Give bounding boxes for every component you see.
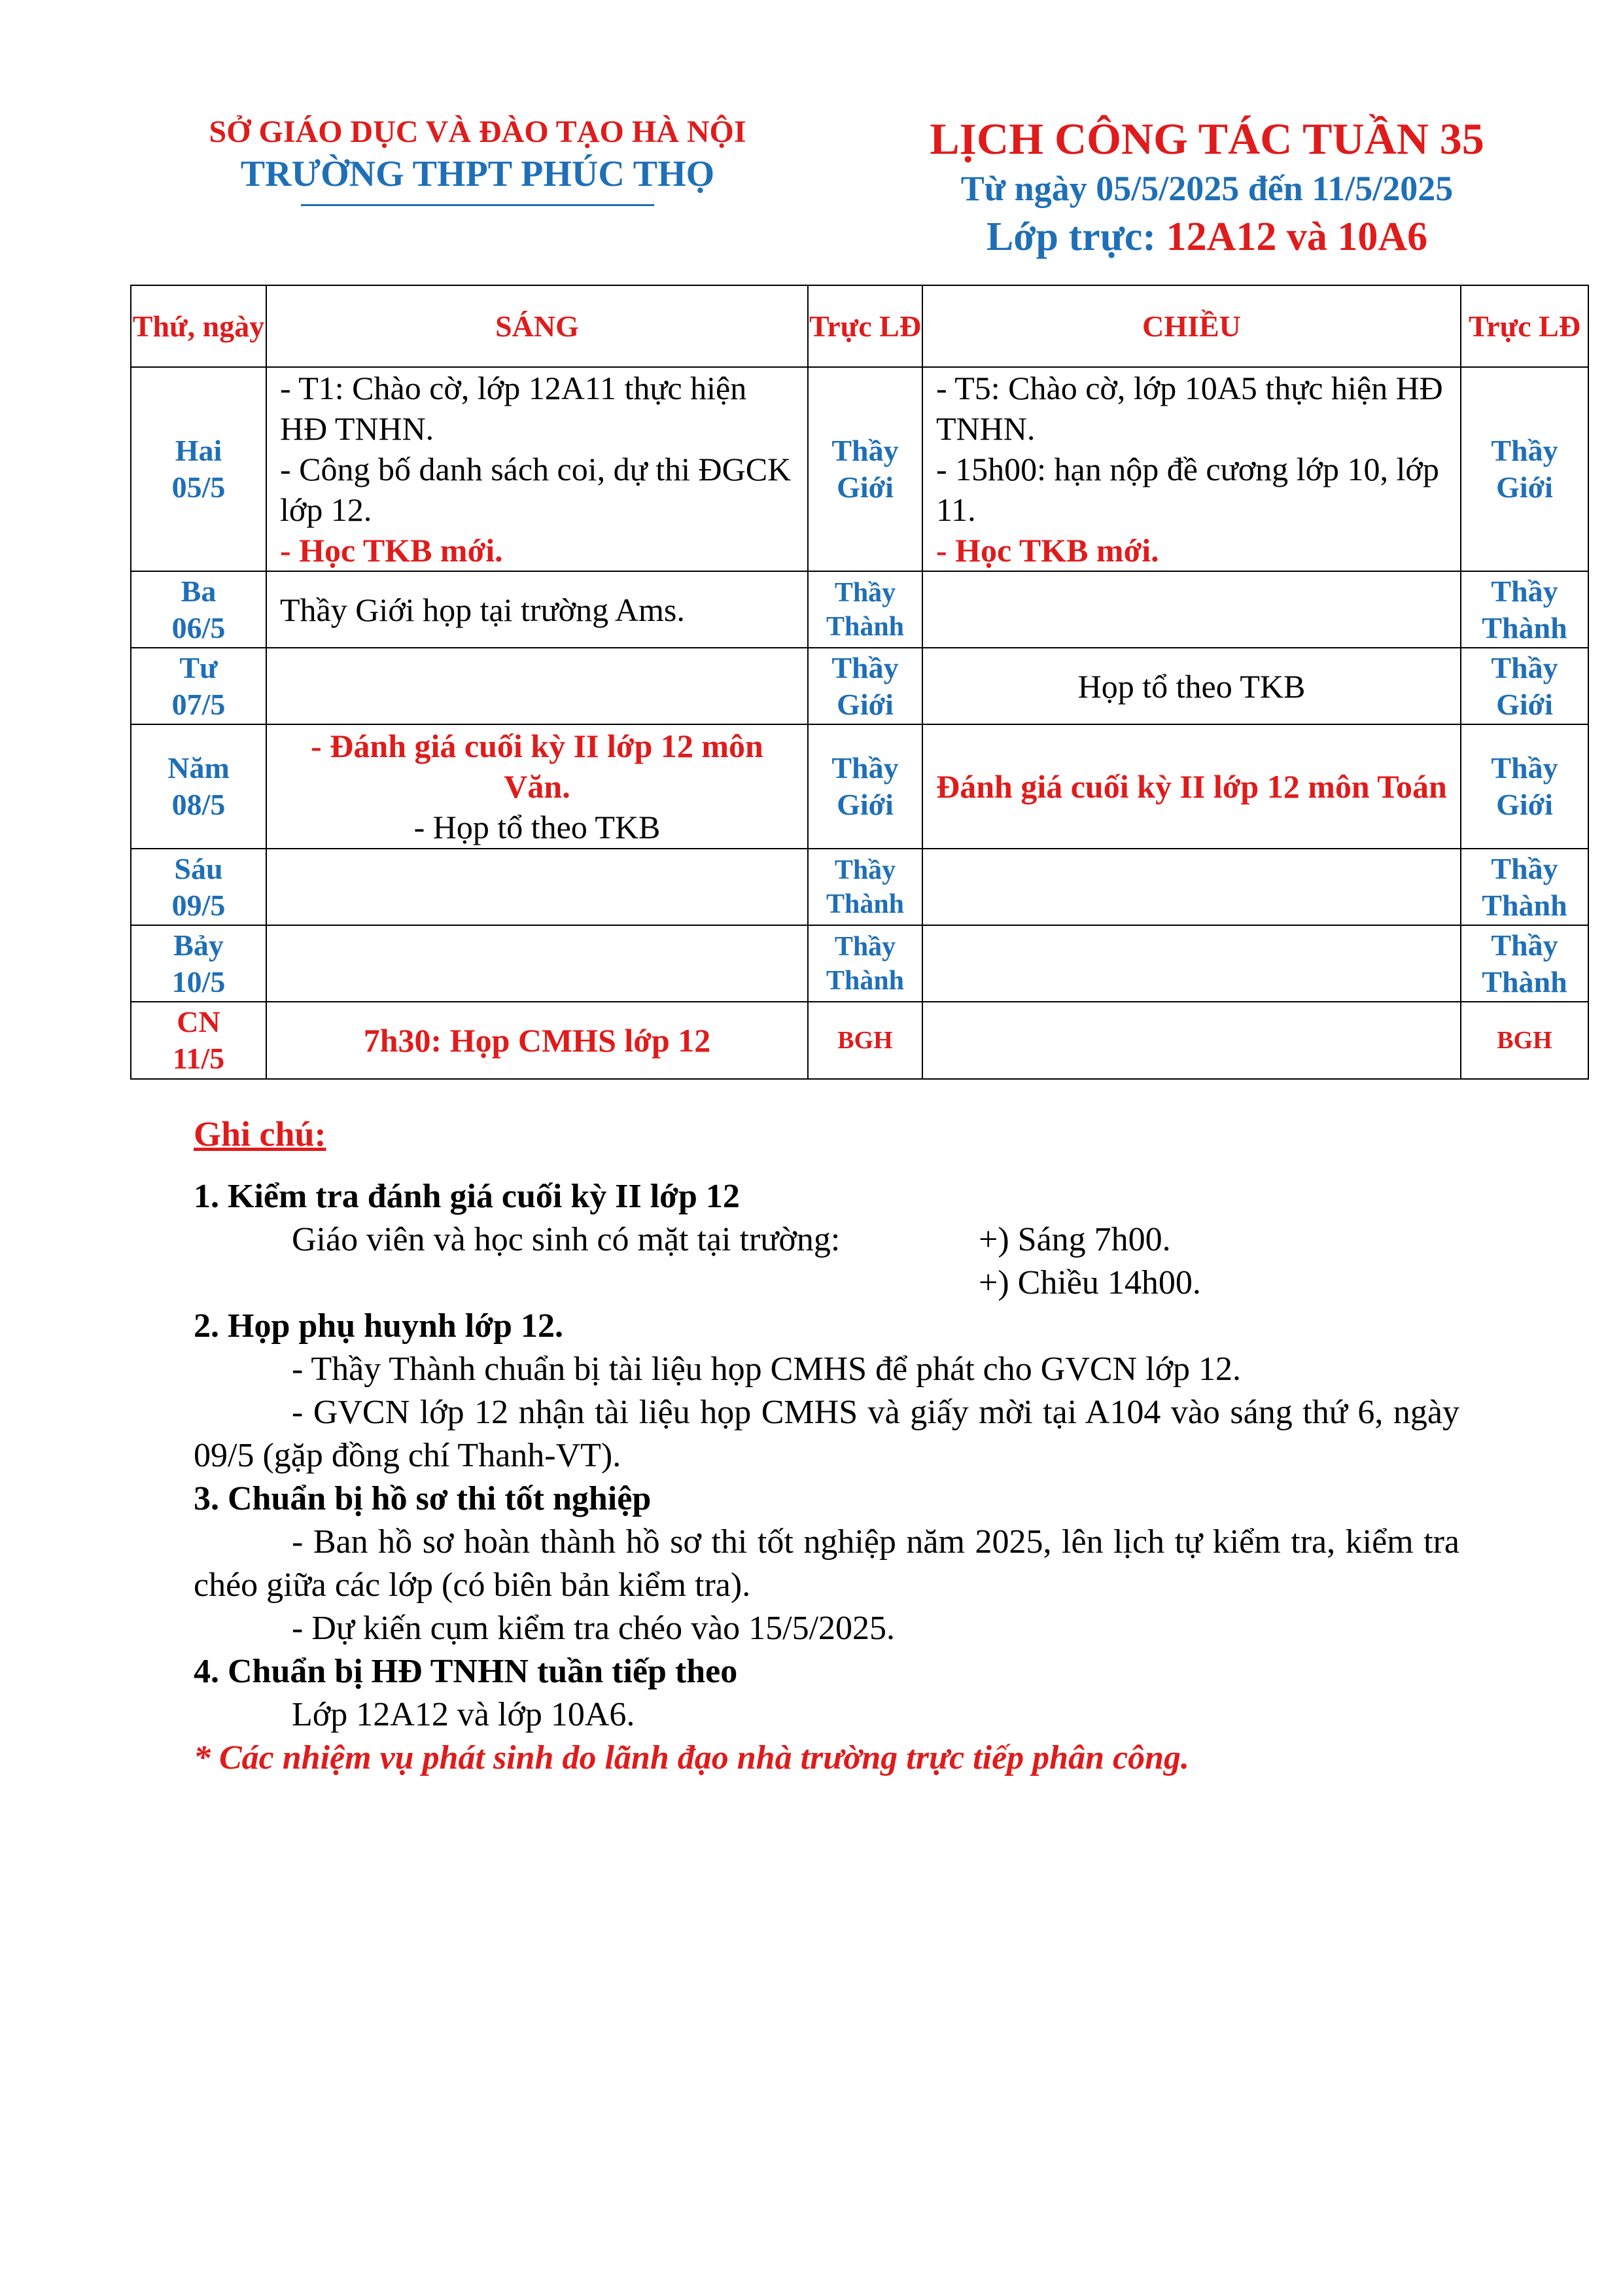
date-range: Từ ngày 05/5/2025 đến 11/5/2025: [960, 169, 1454, 208]
afternoon-cell: [922, 1002, 1461, 1079]
day-cell: CN 11/5: [131, 1002, 266, 1079]
header-right: [870, 111, 1544, 263]
notes-section-3-item: - Dự kiến cụm kiểm tra chéo vào 15/5/2025.: [292, 1610, 896, 1647]
afternoon-cell: [922, 571, 1461, 648]
afternoon-cell: - T5: Chào cờ, lớp 10A5 thực hiện HĐ TNHN. - 15h00: hạn nộp đề cương lớp 10, lớp 11. - Học TKB mới.: [922, 367, 1461, 571]
afternoon-cell: Đánh giá cuối kỳ II lớp 12 môn Toán: [922, 724, 1461, 849]
school-name: TRƯỜNG THPT PHÚC THỌ: [240, 154, 715, 194]
notes-section-1-title: 1. Kiểm tra đánh giá cuối kỳ II lớp 12: [194, 1178, 740, 1215]
day-cell: Hai 05/5: [131, 367, 266, 571]
duty-afternoon-cell: Thầy Giới: [1461, 367, 1588, 571]
morning-cell: [266, 648, 808, 724]
header-duty-morning: Trực LĐ: [808, 285, 922, 367]
table-row: [131, 571, 1588, 648]
duty-morning-cell: Thầy Thành: [808, 925, 922, 1002]
day-cell: Tư 07/5: [131, 648, 266, 724]
morning-cell: [266, 849, 808, 925]
day-cell: Năm 08/5: [131, 724, 266, 849]
duty-morning-cell: Thầy Giới: [808, 648, 922, 724]
header-underline: [301, 204, 654, 206]
duty-morning-cell: Thầy Thành: [808, 849, 922, 925]
morning-cell: 7h30: Họp CMHS lớp 12: [266, 1002, 808, 1079]
duty-morning-cell: Thầy Giới: [808, 367, 922, 571]
header-morning: SÁNG: [266, 285, 808, 367]
duty-afternoon-cell: Thầy Thành: [1461, 849, 1588, 925]
day-cell: Bảy 10/5: [131, 925, 266, 1002]
morning-cell: [266, 925, 808, 1002]
notes-section-2-item: - GVCN lớp 12 nhận tài liệu họp CMHS và giấy mời tại A104 vào sáng thứ 6, ngày 09/5 (gặp đồng chí Thanh-VT).: [194, 1394, 1459, 1474]
notes-section-3-title: 3. Chuẩn bị hồ sơ thi tốt nghiệp: [194, 1480, 652, 1517]
notes-title: Ghi chú:: [194, 1114, 326, 1154]
notes-section-4-item: Lớp 12A12 và lớp 10A6.: [292, 1696, 635, 1733]
notes-section-2-title: 2. Họp phụ huynh lớp 12.: [194, 1307, 563, 1345]
header-day: Thứ, ngày: [131, 285, 266, 367]
morning-cell: - T1: Chào cờ, lớp 12A11 thực hiện HĐ TNHN. - Công bố danh sách coi, dự thi ĐGCK lớp 12. - Học TKB mới.: [266, 367, 808, 571]
header-left: [131, 111, 824, 206]
duty-class-value: 12A12 và 10A6: [1166, 215, 1428, 259]
day-cell: Sáu 09/5: [131, 849, 266, 925]
notes-section-1-line: Giáo viên và học sinh có mặt tại trường: +) Sáng 7h00.: [292, 1221, 1171, 1258]
header-afternoon: CHIỀU: [922, 285, 1461, 367]
notes-section: [194, 1112, 1459, 1780]
table-row: [131, 367, 1588, 571]
afternoon-cell: [922, 925, 1461, 1002]
schedule-table: [130, 285, 1589, 1080]
table-row: [131, 925, 1588, 1002]
notes-final-remark: * Các nhiệm vụ phát sinh do lãnh đạo nhà trường trực tiếp phân công.: [194, 1739, 1189, 1776]
notes-section-2-item: - Thầy Thành chuẩn bị tài liệu họp CMHS để phát cho GVCN lớp 12.: [292, 1351, 1242, 1388]
duty-afternoon-cell: Thầy Thành: [1461, 925, 1588, 1002]
duty-class: [870, 211, 1544, 263]
afternoon-cell: Họp tổ theo TKB: [922, 648, 1461, 724]
table-row: [131, 724, 1588, 849]
page-title: LỊCH CÔNG TÁC TUẦN 35: [930, 114, 1484, 164]
duty-afternoon-cell: Thầy Giới: [1461, 724, 1588, 849]
afternoon-cell: [922, 849, 1461, 925]
duty-class-label: Lớp trực:: [986, 215, 1157, 259]
morning-cell: Thầy Giới họp tại trường Ams.: [266, 571, 808, 648]
duty-afternoon-cell: BGH: [1461, 1002, 1588, 1079]
notes-section-4-title: 4. Chuẩn bị HĐ TNHN tuần tiếp theo: [194, 1653, 738, 1690]
duty-afternoon-cell: Thầy Thành: [1461, 571, 1588, 648]
duty-morning-cell: Thầy Giới: [808, 724, 922, 849]
department-name: SỞ GIÁO DỤC VÀ ĐÀO TẠO HÀ NỘI: [209, 115, 746, 149]
table-row: [131, 1002, 1588, 1079]
duty-afternoon-cell: Thầy Giới: [1461, 648, 1588, 724]
table-header-row: [131, 285, 1588, 367]
morning-cell: - Đánh giá cuối kỳ II lớp 12 môn Văn. - Họp tổ theo TKB: [266, 724, 808, 849]
table-row: [131, 849, 1588, 925]
notes-section-3-item: - Ban hồ sơ hoàn thành hồ sơ thi tốt nghiệp năm 2025, lên lịch tự kiểm tra, kiểm tra chéo giữa các lớp (có biên bản kiểm tra).: [194, 1523, 1459, 1604]
duty-morning-cell: Thầy Thành: [808, 571, 922, 648]
notes-section-1-line-2: +) Chiều 14h00.: [979, 1264, 1201, 1301]
duty-morning-cell: BGH: [808, 1002, 922, 1079]
day-cell: Ba 06/5: [131, 571, 266, 648]
header-duty-afternoon: Trực LĐ: [1461, 285, 1588, 367]
table-row: [131, 648, 1588, 724]
